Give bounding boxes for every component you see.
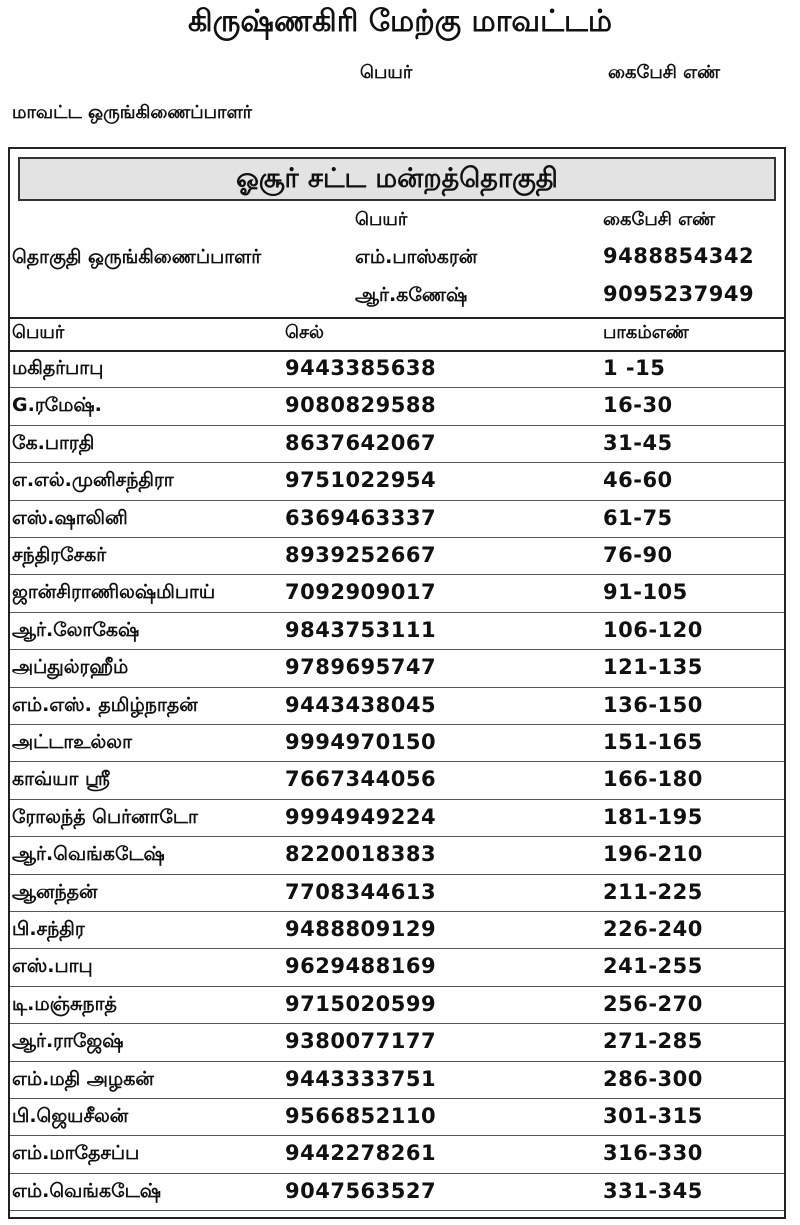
table-row: [10, 948, 784, 985]
row-cell: 6369463337: [285, 505, 437, 530]
row-name: எம்.மாதேசப்ப: [12, 1142, 140, 1165]
table-row: [10, 1061, 784, 1098]
constituency-col-name: பெயர்: [355, 209, 408, 230]
row-name: எம்.எஸ். தமிழ்நாதன்: [12, 693, 198, 716]
row-booth: 271-285: [603, 1029, 703, 1054]
row-name: அட்டாஉல்லா: [12, 731, 132, 753]
row-name: எம்.வெங்கடேஷ்: [12, 1179, 161, 1202]
row-name: கே.பாரதி: [12, 431, 95, 454]
row-booth: 106-120: [603, 617, 703, 642]
row-name: ஆர்.ராஜேஷ்: [12, 1030, 124, 1053]
table-row: [10, 724, 784, 761]
table-row: [10, 1173, 784, 1210]
table-row: [10, 799, 784, 836]
constituency-coordinator-phone: 9488854342: [603, 244, 755, 268]
district-title: கிருஷ்ணகிரி மேற்கு மாவட்டம்: [188, 4, 612, 39]
row-booth: 181-195: [603, 804, 703, 829]
row-name: G.ரமேஷ்.: [12, 394, 102, 417]
row-cell: 7092909017: [285, 580, 437, 605]
table-row: [10, 911, 784, 948]
table-row: [10, 500, 784, 537]
table-row: [10, 874, 784, 911]
table-row: [10, 425, 784, 462]
row-booth: 46-60: [603, 468, 673, 493]
table-header-cell: செல்: [285, 322, 324, 343]
table-row: [10, 462, 784, 499]
row-cell: 9080829588: [285, 393, 437, 418]
row-cell: 9566852110: [285, 1104, 437, 1128]
constituency-coordinator-name: ஆர்.கணேஷ்: [355, 284, 468, 306]
table-row: [10, 537, 784, 574]
row-booth: 226-240: [603, 917, 703, 941]
row-cell: 9047563527: [285, 1178, 437, 1203]
row-cell: 9443385638: [285, 356, 437, 380]
row-booth: 286-300: [603, 1066, 703, 1091]
table-header-booth: பாகம்எண்: [603, 322, 689, 343]
row-name: எம்.மதி அழகன்: [12, 1067, 154, 1090]
row-booth: 256-270: [603, 991, 703, 1016]
district-col-name: பெயர்: [360, 62, 413, 83]
row-cell: 9380077177: [285, 1029, 437, 1054]
table-row: [10, 1098, 784, 1135]
table-row: [10, 986, 784, 1023]
row-booth: 136-150: [603, 692, 703, 717]
row-name: எ.எல்.முனிசந்திரா: [12, 469, 174, 492]
row-cell: 7667344056: [285, 767, 437, 792]
row-cell: 9751022954: [285, 468, 437, 493]
table-top-divider: [10, 317, 784, 319]
district-col-phone: கைபேசி எண்: [608, 62, 721, 83]
row-booth: 1 -15: [603, 356, 666, 380]
row-name: ஆனந்தன்: [12, 880, 98, 903]
table-row: [10, 649, 784, 686]
row-cell: 8939252667: [285, 543, 437, 567]
row-booth: 301-315: [603, 1104, 703, 1128]
row-name: எஸ்.ஷாலினி: [12, 506, 128, 529]
row-cell: 9443438045: [285, 692, 437, 717]
row-cell: 8637642067: [285, 430, 437, 455]
row-booth: 76-90: [603, 543, 673, 567]
row-cell: 9994949224: [285, 804, 437, 829]
row-booth: 316-330: [603, 1141, 703, 1166]
constituency-col-phone: கைபேசி எண்: [603, 209, 716, 230]
row-cell: 9488809129: [285, 917, 437, 941]
constituency-box: [8, 147, 786, 1219]
table-row: [10, 1135, 784, 1172]
row-name: டி.மஞ்சுநாத்: [12, 992, 117, 1015]
row-cell: 9789695747: [285, 655, 437, 680]
row-name: பி.சந்திர: [12, 918, 85, 940]
row-cell: 7708344613: [285, 879, 437, 904]
constituency-title: ஓசூர் சட்ட மன்றத்தொகுதி: [18, 157, 776, 201]
row-name: பி.ஜெயசீலன்: [12, 1105, 129, 1127]
table-row: [10, 574, 784, 611]
row-divider: [10, 1210, 784, 1211]
table-row: [10, 387, 784, 424]
row-name: ஆர்.வெங்கடேஷ்: [12, 843, 165, 866]
row-cell: 9715020599: [285, 991, 437, 1016]
row-booth: 196-210: [603, 842, 703, 867]
district-coordinator-role: மாவட்ட ஒருங்கிணைப்பாளர்: [12, 102, 253, 123]
row-booth: 16-30: [603, 393, 673, 418]
row-booth: 166-180: [603, 767, 703, 792]
row-name: எஸ்.பாபு: [12, 955, 93, 978]
row-cell: 9843753111: [285, 617, 437, 642]
row-booth: 31-45: [603, 430, 673, 455]
table-row: [10, 761, 784, 798]
row-cell: 9442278261: [285, 1141, 437, 1166]
table-row: [10, 687, 784, 724]
row-booth: 61-75: [603, 505, 673, 530]
table-row: [10, 836, 784, 873]
table-row: [10, 612, 784, 649]
row-cell: 9443333751: [285, 1066, 437, 1091]
row-cell: 8220018383: [285, 842, 437, 867]
row-name: ரோலந்த் பெர்னாடோ: [12, 805, 198, 828]
table-header-name: பெயர்: [12, 322, 65, 343]
table-row: [10, 350, 784, 387]
row-name: ஜான்சிராணிலஷ்மிபாய்: [12, 581, 216, 604]
constituency-coordinator-phone: 9095237949: [603, 282, 755, 306]
table-row: [10, 1023, 784, 1060]
row-name: அப்துல்ரஹீம்: [12, 656, 129, 679]
constituency-coordinator-role: தொகுதி ஒருங்கிணைப்பாளர்: [12, 246, 262, 268]
row-cell: 9994970150: [285, 730, 437, 754]
constituency-coordinator-name: எம்.பாஸ்கரன்: [355, 246, 478, 268]
row-booth: 331-345: [603, 1178, 703, 1203]
row-booth: 91-105: [603, 580, 688, 605]
row-name: சந்திரசேகர்: [12, 544, 107, 566]
row-name: காவ்யா ஸ்ரீ: [12, 768, 110, 791]
row-booth: 241-255: [603, 954, 703, 979]
row-booth: 151-165: [603, 730, 703, 754]
row-booth: 121-135: [603, 655, 703, 680]
row-name: மகிதர்பாபு: [12, 357, 104, 379]
row-booth: 211-225: [603, 879, 703, 904]
row-cell: 9629488169: [285, 954, 437, 979]
row-name: ஆர்.லோகேஷ்: [12, 618, 140, 641]
